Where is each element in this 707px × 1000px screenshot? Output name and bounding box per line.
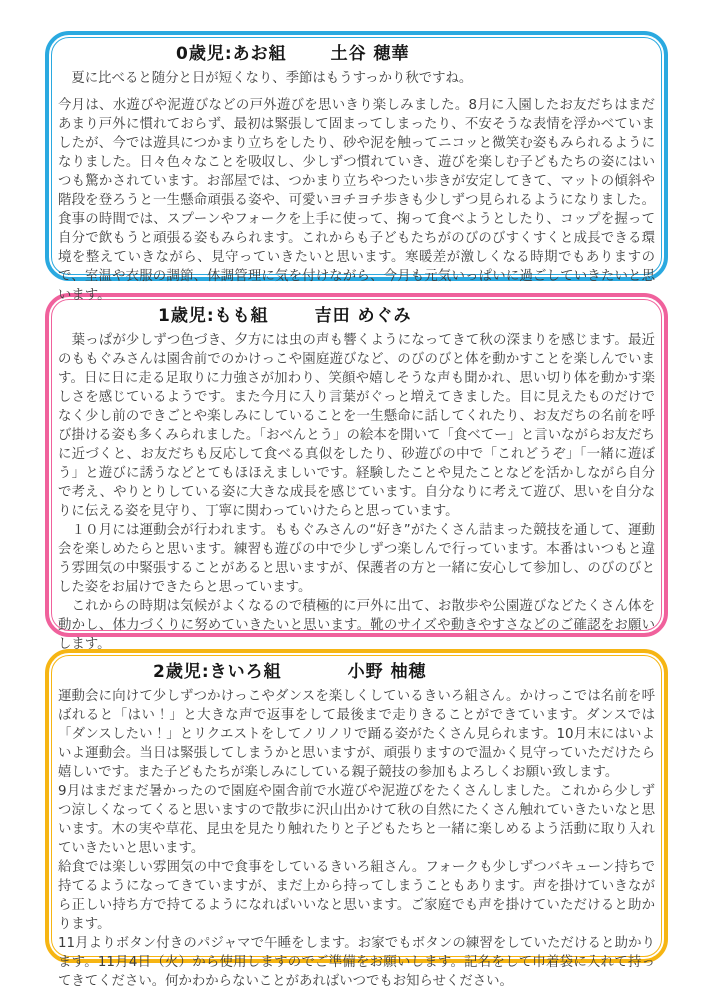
section-kiiro-class xyxy=(45,649,668,989)
paragraph: 給食では楽しい雰囲気の中で食事をしているきいろ組さん。フォークも少しずつバキューン持ちで持てるようになってきていますが、まだ上から持ってしまうこともあります。声を掛けていきながら正しい持ち方で持てるようになればいいなと思います。ご家庭でも声を掛けていただけると助かります。 xyxy=(58,860,655,932)
section-ao-title xyxy=(58,43,655,65)
teacher-name-label: 吉田 めぐみ xyxy=(314,306,412,326)
class-name-label: 2歳児:きいろ組 xyxy=(153,662,282,682)
section-kiiro-title xyxy=(58,661,655,683)
paragraph: これからの時期は気候がよくなるので積極的に戸外に出て、お散歩や公園遊びなどたくさん体を動かし、体力づくりに努めていきたいと思います。靴のサイズや動きやすさなどのご確認をお願いします。 xyxy=(58,599,655,652)
teacher-name-label: 土谷 穂華 xyxy=(330,44,410,64)
section-momo-class xyxy=(45,293,668,652)
class-name-label: 1歳児:もも組 xyxy=(158,306,269,326)
section-momo-body xyxy=(58,331,655,654)
paragraph: 葉っぱが少しずつ色づき、夕方には虫の声も響くようになってきて秋の深まりを感じます。最近のももぐみさんは園舎前でのかけっこや園庭遊びなど、のびのびと体を動かすことを楽しんでいます。日に日に走る足取りに力強さが加わり、笑顔や嬉しそうな声も聞かれ、思い切り体を動かす楽しさを感じているようです。また今月に入り言葉がぐっと増えてきました。目に見えたものだけでなく少し前のできごとや楽しみにしていることを一生懸命に話してくれたり、お友だちの名前を呼び掛ける姿も多くみられました。「おべんとう」の絵本を開いて「食べてー」と言いながらお友だちに近づくと、お友だちも反応して食べる真似をしたり、砂遊びの中で「これどうぞ」「一緒に遊ぼう」と遊びに誘うなどとてもほほえましいです。経験したことや見たことなどを活かしながら自分で考え、やりとりしている姿に大きな成長を感じています。自分なりに考えて遊び、思いを自分なりに伝える姿を見守り、丁寧に関わっていけたらと思っています。 xyxy=(58,333,655,519)
section-momo-title xyxy=(58,305,655,327)
section-ao-inner-frame xyxy=(51,37,662,303)
section-momo-inner-frame xyxy=(51,299,662,652)
class-name-label: 0歳児:あお組 xyxy=(176,44,287,64)
paragraph: 9月はまだまだ暑かったので園庭や園舎前で水遊びや泥遊びをたくさんしました。これから少しずつ涼しくなってくると思いますので散歩に沢山出かけて秋の自然にたくさん触れていきたいなと思います。木の実や草花、昆虫を見たり触れたりと子どもたちと一緒に楽しめるよう活動に取り入れていきたいと思います。 xyxy=(58,784,655,856)
teacher-name-label: 小野 柚穂 xyxy=(347,662,427,682)
paragraph: 11月よりボタン付きのパジャマで午睡をします。お家でもボタンの練習をしていただけると助かります。11月4日（火）から使用しますのでご準備をお願いします。記名をして巾着袋に入れて持ってきてください。何かわからないことがあればいつでもお知らせください。 xyxy=(58,936,655,989)
paragraph: 今月は、水遊びや泥遊びなどの戸外遊びを思いきり楽しみました。8月に入園したお友だちはまだあまり戸外に慣れておらず、最初は緊張して固まってしまったり、不安そうな表情を浮かべていましたが、今では遊具につかまり立ちをしたり、砂や泥を触ってニコッと微笑む姿もみられるようになりました。日々色々なことを吸収し、少しずつ慣れていき、遊びを楽しむ子どもたちの姿にはいつも驚かされています。お部屋では、つかまり立ちやつたい歩きが安定してきて、マットの傾斜や階段を登ろうと一生懸命頑張る姿や、可愛いヨチヨチ歩きも少しずつ見られるようになりました。食事の時間では、スプーンやフォークを上手に使って、掬って食べようとしたり、コップを握って自分で飲もうと頑張る姿もみられます。これからも子どもたちがのびのびすくすくと成長できる環境を整えていきながら、見守っていきたいと思います。寒暖差が激しくなる時期でもありますので、室温や衣服の調節、体調管理に気を付けながら、今月も元気いっぱいに過ごしていきたいと思います。 xyxy=(58,98,655,303)
paragraph: 運動会に向けて少しずつかけっこやダンスを楽しくしているきいろ組さん。かけっこでは名前を呼ばれると「はい！」と大きな声で返事をして最後まで走りきることができています。ダンスでは「ダンスしたい！」とリクエストをしてノリノリで踊る姿がたくさん見られます。10月末にはいよいよ運動会。当日は緊張してしまうかと思いますが、頑張りますので温かく見守っていただけたら嬉しいです。また子どもたちが楽しみにしている親子競技の参加もよろしくお願い致します。 xyxy=(58,689,655,780)
section-kiiro-inner-frame xyxy=(51,655,662,989)
section-ao-body xyxy=(58,69,655,305)
section-ao-class xyxy=(45,31,668,303)
paragraph: １０月には運動会が行われます。ももぐみさんの“好き”がたくさん詰まった競技を通して、運動会を楽しめたらと思います。練習も遊びの中で少しずつ楽しんで行っています。本番はいつもと違う雰囲気の中緊張することがあると思いますが、保護者の方と一緒に安心して参加し、のびのびとした姿をお届けできたらと思っています。 xyxy=(58,523,655,595)
paragraph: 夏に比べると随分と日が短くなり、季節はもうすっかり秋ですね。 xyxy=(58,71,473,86)
section-kiiro-body xyxy=(58,687,655,991)
